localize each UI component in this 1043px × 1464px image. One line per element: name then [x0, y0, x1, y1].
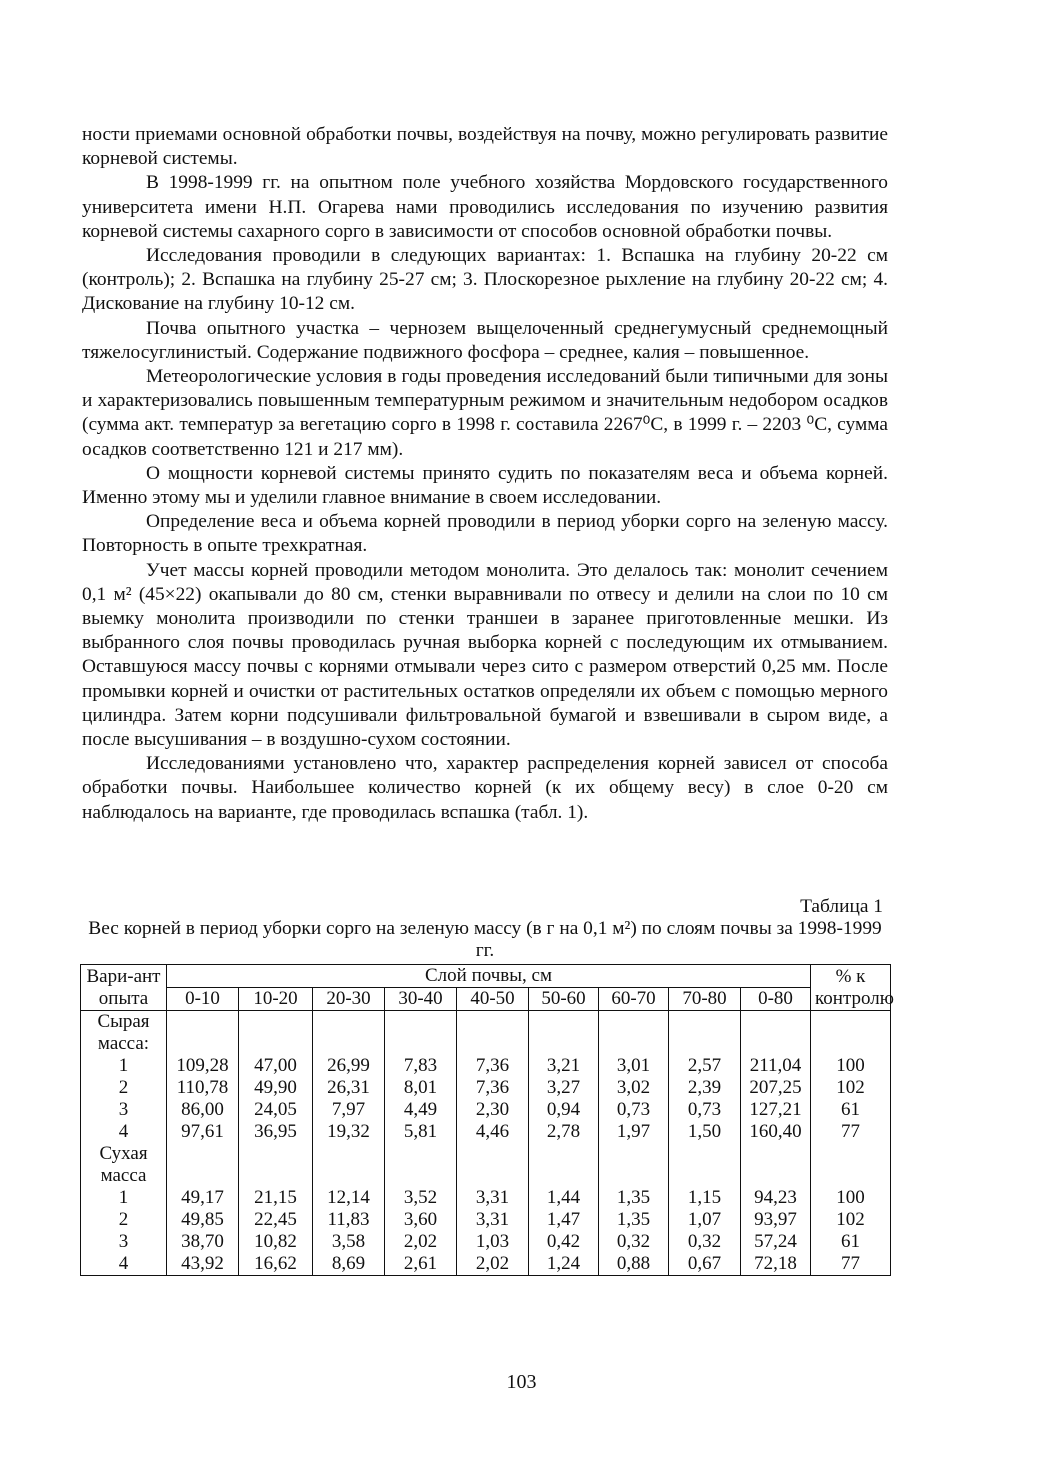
row-label: Сырая масса: [81, 1011, 167, 1056]
table-cell [529, 1011, 599, 1056]
table-row [81, 1121, 891, 1143]
table-cell [385, 1011, 457, 1056]
body-text [82, 123, 888, 825]
table-cell: 24,05 [239, 1099, 313, 1121]
control-percent-cell: 77 [811, 1253, 891, 1276]
table-cell: 1,15 [669, 1187, 741, 1209]
table-cell: 0,73 [669, 1099, 741, 1121]
table-cell: 2,61 [385, 1253, 457, 1276]
table-cell: 1,07 [669, 1209, 741, 1231]
control-percent-cell: 100 [811, 1055, 891, 1077]
control-percent-cell [811, 1011, 891, 1056]
table-cell: 19,32 [313, 1121, 385, 1143]
table-cell: 26,31 [313, 1077, 385, 1099]
table-cell: 2,57 [669, 1055, 741, 1077]
row-label: 2 [81, 1077, 167, 1099]
table-cell: 3,52 [385, 1187, 457, 1209]
table-cell: 1,97 [599, 1121, 669, 1143]
table-caption: Вес корней в период уборки сорго на зеленую массу (в г на 0,1 м²) по слоям почвы за 1998-1999 гг. [88, 918, 882, 961]
roots-weight-table [80, 964, 894, 1276]
table-cell: 4,49 [385, 1099, 457, 1121]
row-label: Сухая масса [81, 1143, 167, 1187]
table-cell: 7,36 [457, 1055, 529, 1077]
table-label: Таблица 1 [800, 896, 883, 917]
table-row [81, 1011, 891, 1056]
table-cell [239, 1143, 313, 1187]
table-row [81, 1231, 891, 1253]
table-cell [167, 1143, 239, 1187]
table-cell [457, 1143, 529, 1187]
table-cell: 10,82 [239, 1231, 313, 1253]
control-percent-cell: 102 [811, 1209, 891, 1231]
table-row [81, 1253, 891, 1276]
table-cell: 93,97 [741, 1209, 811, 1231]
table-cell: 86,00 [167, 1099, 239, 1121]
table-cell: 49,17 [167, 1187, 239, 1209]
column-header: 0-10 [167, 988, 239, 1011]
table-cell: 3,02 [599, 1077, 669, 1099]
table-row [81, 1187, 891, 1209]
paragraph: Почва опытного участка – чернозем выщелоченный среднегумусный среднемощный тяжелосуглинистый. Содержание подвижного фосфора – среднее, калия – повышенное. [82, 317, 888, 363]
column-header: 40-50 [457, 988, 529, 1011]
paragraph: Определение веса и объема корней проводили в период уборки сорго на зеленую массу. Повторность в опыте трехкратная. [82, 511, 888, 557]
table-cell: 3,60 [385, 1209, 457, 1231]
row-label: 3 [81, 1231, 167, 1253]
table-cell: 7,83 [385, 1055, 457, 1077]
paragraph: Исследования проводили в следующих вариантах: 1. Вспашка на глубину 20-22 см (контроль); 2. Вспашка на глубину 25-27 см; 3. Плоскорезное рыхление на глубину 20-22 см; 4. Дискование на глубину 10-12 см. [82, 245, 888, 315]
table-cell [167, 1011, 239, 1056]
paragraph: Исследованиями установлено что, характер распределения корней зависел от способа обработки почвы. Наибольшее количество корней (к их общему весу) в слое 0-20 см наблюдалось на варианте, где проводилась вспашка (табл. 1). [82, 753, 888, 823]
table-cell [741, 1011, 811, 1056]
table-cell: 211,04 [741, 1055, 811, 1077]
column-header: 10-20 [239, 988, 313, 1011]
table-cell: 94,23 [741, 1187, 811, 1209]
table-cell: 2,30 [457, 1099, 529, 1121]
table-cell: 5,81 [385, 1121, 457, 1143]
row-label: 1 [81, 1187, 167, 1209]
table-cell: 110,78 [167, 1077, 239, 1099]
table-row [81, 1143, 891, 1187]
table-cell: 0,32 [669, 1231, 741, 1253]
column-header: 70-80 [669, 988, 741, 1011]
row-label: 3 [81, 1099, 167, 1121]
table-cell: 1,50 [669, 1121, 741, 1143]
table-cell: 11,83 [313, 1209, 385, 1231]
control-percent-header: % к контролю [811, 965, 891, 1011]
table-cell [669, 1143, 741, 1187]
table-cell: 3,31 [457, 1187, 529, 1209]
table-cell: 1,35 [599, 1209, 669, 1231]
table-cell: 3,58 [313, 1231, 385, 1253]
table-cell: 0,32 [599, 1231, 669, 1253]
table-cell: 2,02 [385, 1231, 457, 1253]
table-cell [313, 1011, 385, 1056]
control-percent-cell: 77 [811, 1121, 891, 1143]
page-number: 103 [506, 1371, 537, 1393]
table-cell: 2,39 [669, 1077, 741, 1099]
table-row [81, 1099, 891, 1121]
table-cell: 207,25 [741, 1077, 811, 1099]
table-cell [457, 1011, 529, 1056]
control-percent-cell: 100 [811, 1187, 891, 1209]
control-percent-cell: 61 [811, 1231, 891, 1253]
table-cell [669, 1011, 741, 1056]
table-cell [313, 1143, 385, 1187]
table-cell: 47,00 [239, 1055, 313, 1077]
table-cell: 22,45 [239, 1209, 313, 1231]
row-label: 2 [81, 1209, 167, 1231]
table-cell: 8,01 [385, 1077, 457, 1099]
table-row [81, 1077, 891, 1099]
table-cell: 0,88 [599, 1253, 669, 1276]
table-cell: 72,18 [741, 1253, 811, 1276]
table-cell: 3,27 [529, 1077, 599, 1099]
paragraph: Учет массы корней проводили методом монолита. Это делалось так: монолит сечением 0,1 м² (45×22) окапывали до 80 см, стенки выравнивали по отвесу и делили на слои по 10 см выемку монолита производили по стенки траншеи в заранее приготовленные мешки. Из выбранного слоя почвы проводилась ручная выборка корней с последующим их отмыванием. Оставшуюся массу почвы с корнями отмывали через сито с размером отверстий 0,25 мм. После промывки корней и очистки от растительных остатков определяли их объем с помощью мерного цилиндра. Затем корни подсушивали фильтровальной бумагой и взвешивали в сыром виде, а после высушивания – в воздушно-сухом состоянии. [82, 559, 888, 751]
column-header: 20-30 [313, 988, 385, 1011]
table-row [81, 1055, 891, 1077]
table-cell: 3,31 [457, 1209, 529, 1231]
table-cell: 1,44 [529, 1187, 599, 1209]
column-header: 0-80 [741, 988, 811, 1011]
table-cell: 4,46 [457, 1121, 529, 1143]
table-cell [529, 1143, 599, 1187]
table-cell [599, 1011, 669, 1056]
table-cell: 127,21 [741, 1099, 811, 1121]
table-cell: 7,36 [457, 1077, 529, 1099]
table-cell: 38,70 [167, 1231, 239, 1253]
table-cell [599, 1143, 669, 1187]
soil-layer-header: Слой почвы, см [167, 965, 811, 988]
column-header: 50-60 [529, 988, 599, 1011]
paragraph: Метеорологические условия в годы проведения исследований были типичными для зоны и характеризовались повышенным температурным режимом и значительным недобором осадков (сумма акт. температур за вегетацию сорго в 1998 г. составила 2267⁰С, в 1999 г. – 2203 ⁰С, сумма осадков соответственно 121 и 217 мм). [82, 366, 888, 460]
table-cell: 3,21 [529, 1055, 599, 1077]
paragraph: ности приемами основной обработки почвы, воздействуя на почву, можно регулировать развитие корневой системы. [82, 124, 888, 170]
table-cell: 0,94 [529, 1099, 599, 1121]
column-header: 30-40 [385, 988, 457, 1011]
table-cell [741, 1143, 811, 1187]
table-cell: 109,28 [167, 1055, 239, 1077]
table-cell: 7,97 [313, 1099, 385, 1121]
control-percent-cell: 61 [811, 1099, 891, 1121]
table-row [81, 1209, 891, 1231]
variant-header: Вари-ант опыта [81, 965, 167, 1011]
table-cell: 1,03 [457, 1231, 529, 1253]
table-cell: 21,15 [239, 1187, 313, 1209]
table-cell: 160,40 [741, 1121, 811, 1143]
table-cell: 1,47 [529, 1209, 599, 1231]
table-cell: 57,24 [741, 1231, 811, 1253]
table-cell: 43,92 [167, 1253, 239, 1276]
control-percent-cell: 102 [811, 1077, 891, 1099]
table-cell: 1,24 [529, 1253, 599, 1276]
paragraph: О мощности корневой системы принято судить по показателям веса и объема корней. Именно этому мы и уделили главное внимание в своем исследовании. [82, 462, 888, 509]
table-cell [385, 1143, 457, 1187]
table-cell: 8,69 [313, 1253, 385, 1276]
control-percent-cell [811, 1143, 891, 1187]
table-cell: 97,61 [167, 1121, 239, 1143]
table-cell: 0,73 [599, 1099, 669, 1121]
table-cell: 0,42 [529, 1231, 599, 1253]
table-cell: 3,01 [599, 1055, 669, 1077]
table-cell: 16,62 [239, 1253, 313, 1276]
table-cell: 2,78 [529, 1121, 599, 1143]
row-label: 4 [81, 1253, 167, 1276]
row-label: 1 [81, 1055, 167, 1077]
table-cell: 2,02 [457, 1253, 529, 1276]
table-cell: 1,35 [599, 1187, 669, 1209]
paragraph: В 1998-1999 гг. на опытном поле учебного хозяйства Мордовского государственного университета имени Н.П. Огарева нами проводились исследования по изучению развития корневой системы сахарного сорго в зависимости от способов основной обработки почвы. [82, 172, 888, 242]
table-cell: 26,99 [313, 1055, 385, 1077]
table-cell: 49,90 [239, 1077, 313, 1099]
column-header: 60-70 [599, 988, 669, 1011]
table-cell: 12,14 [313, 1187, 385, 1209]
table-cell [239, 1011, 313, 1056]
table-cell: 49,85 [167, 1209, 239, 1231]
table-cell: 36,95 [239, 1121, 313, 1143]
row-label: 4 [81, 1121, 167, 1143]
table-cell: 0,67 [669, 1253, 741, 1276]
